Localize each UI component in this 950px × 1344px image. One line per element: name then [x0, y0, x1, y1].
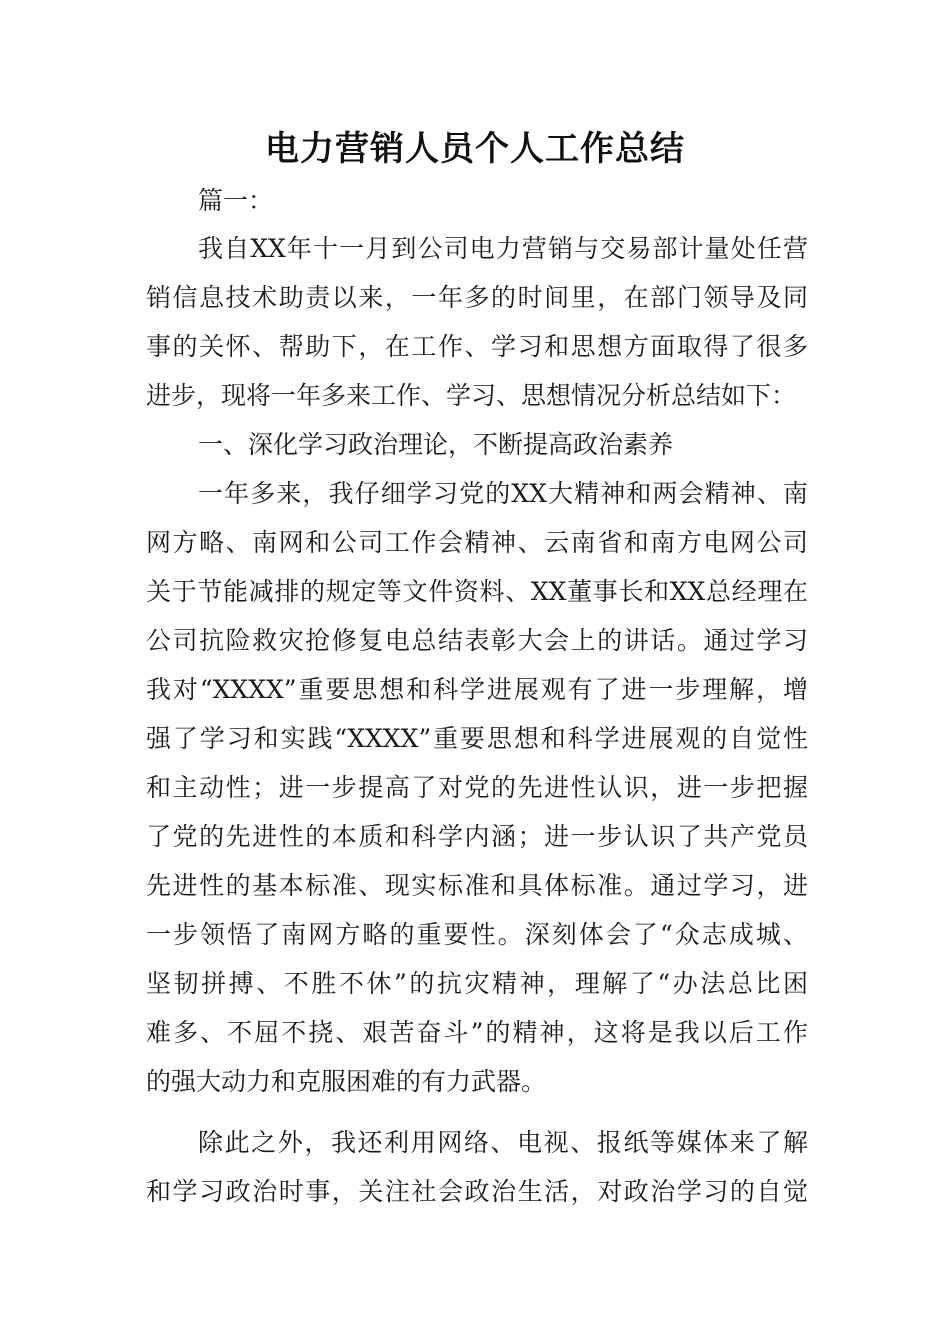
paragraph-line: 关于节能减排的规定等文件资料、XX董事长和XX总经理在	[146, 577, 808, 606]
paragraph-line: 我对“XXXX”重要思想和科学进展观有了进一步理解，增	[146, 675, 808, 704]
paragraph-line: 和主动性；进一步提高了对党的先进性认识，进一步把握	[146, 773, 808, 802]
paragraph-line: 先进性的基本标准、现实标准和具体标准。通过学习，进	[146, 871, 808, 900]
paragraph-line: 了党的先进性的本质和科学内涵；进一步认识了共产党员	[146, 822, 808, 851]
paragraph-line: 网方略、南网和公司工作会精神、云南省和南方电网公司	[146, 528, 808, 557]
paragraph-line: 公司抗险救灾抢修复电总结表彰大会上的讲话。通过学习	[146, 626, 808, 655]
paragraph-line: 事的关怀、帮助下，在工作、学习和思想方面取得了很多	[146, 332, 808, 361]
paragraph-line: 一年多来，我仔细学习党的XX大精神和两会精神、南	[198, 479, 808, 508]
section-heading-part-one: 篇一：	[198, 186, 274, 215]
section-heading-one: 一、深化学习政治理论，不断提高政治素养	[198, 430, 674, 459]
document-title: 电力营销人员个人工作总结	[265, 129, 685, 169]
paragraph-line: 一步领悟了南网方略的重要性。深刻体会了“众志成城、	[146, 920, 808, 949]
paragraph-line: 难多、不屈不挠、艰苦奋斗”的精神，这将是我以后工作	[146, 1018, 808, 1047]
paragraph-line: 进步，现将一年多来工作、学习、思想情况分析总结如下：	[146, 381, 797, 410]
paragraph-line: 的强大动力和克服困难的有力武器。	[146, 1067, 547, 1096]
paragraph-line: 销信息技术助责以来，一年多的时间里，在部门领导及同	[146, 283, 808, 312]
paragraph-line: 和学习政治时事，关注社会政治生活，对政治学习的自觉	[146, 1177, 808, 1206]
paragraph-line: 我自XX年十一月到公司电力营销与交易部计量处任营	[198, 234, 808, 263]
paragraph-line: 除此之外，我还利用网络、电视、报纸等媒体来了解	[198, 1128, 808, 1157]
paragraph-line: 强了学习和实践“XXXX”重要思想和科学进展观的自觉性	[146, 724, 808, 753]
paragraph-line: 坚韧拼搏、不胜不休”的抗灾精神，理解了“办法总比困	[146, 969, 808, 998]
